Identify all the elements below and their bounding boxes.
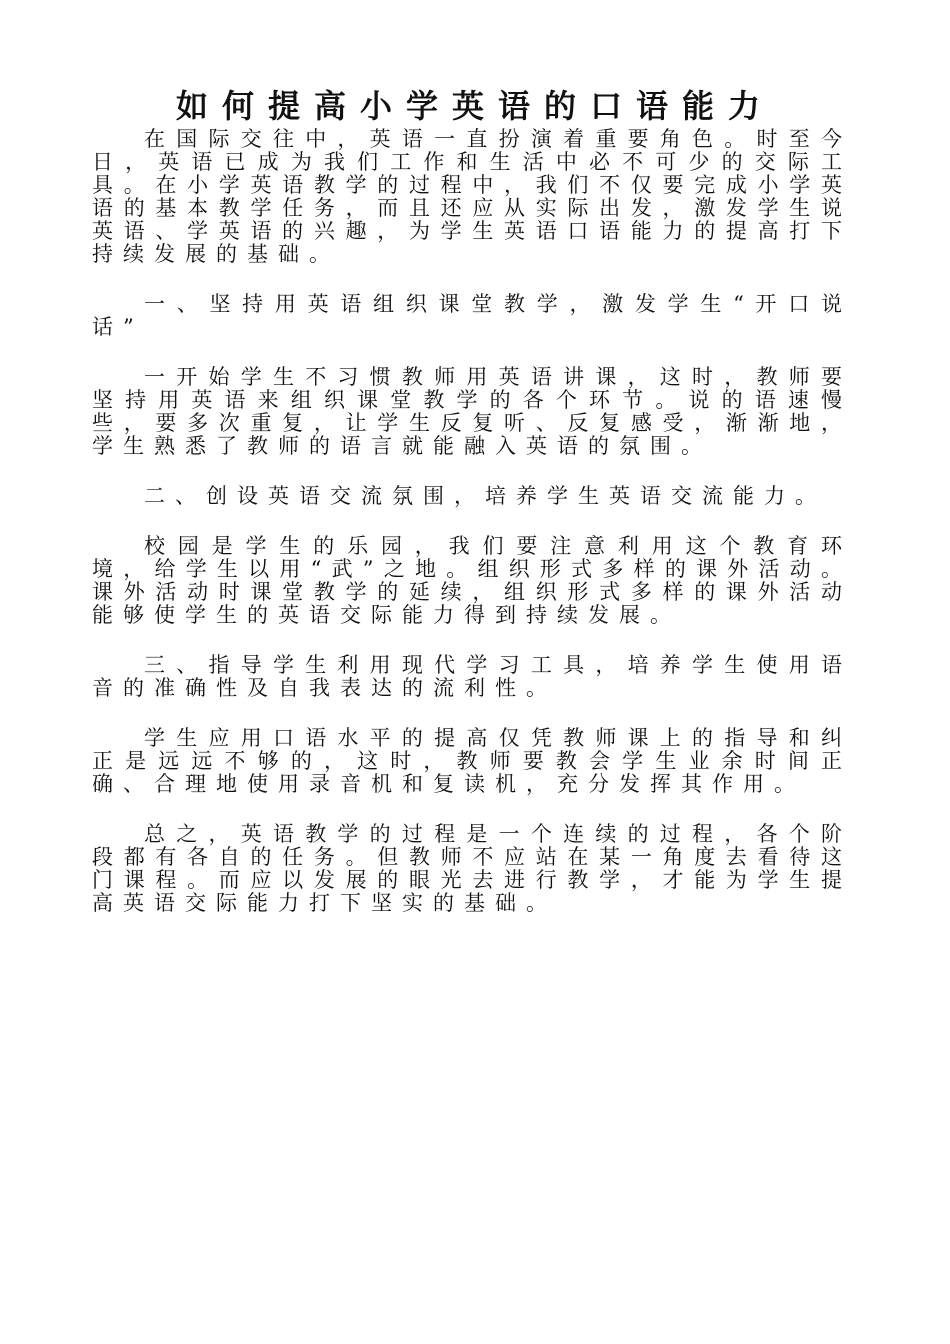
paragraph-section-1: 一开始学生不习惯教师用英语讲课，这时，教师要坚持用英语来组织课堂教学的各个环节。说的语速慢些，要多次重复，让学生反复听、反复感受，渐渐地，学生熟悉了教师的语言就能融入英语的氛围。 [92, 365, 852, 458]
paragraph-section-3: 学生应用口语水平的提高仅凭教师课上的指导和纠正是远远不够的，这时，教师要教会学生业余时间正确、合理地使用录音机和复读机，充分发挥其作用。 [92, 726, 852, 796]
paragraph-section-2: 校园是学生的乐园，我们要注意利用这个教育环境，给学生以用“武”之地。组织形式多样的课外活动。课外活动时课堂教学的延续，组织形式多样的课外活动能够使学生的英语交际能力得到持续发展。 [92, 534, 852, 627]
section-heading-3: 三、指导学生利用现代学习工具，培养学生使用语音的准确性及自我表达的流利性。 [92, 653, 852, 700]
document-title: 如何提高小学英语的口语能力 [175, 87, 774, 125]
document-body [92, 128, 852, 915]
section-heading-1: 一、坚持用英语组织课堂教学，激发学生“开口说话” [92, 292, 852, 339]
section-heading-2: 二、创设英语交流氛围，培养学生英语交流能力。 [144, 484, 826, 508]
paragraph-conclusion: 总之，英语教学的过程是一个连续的过程，各个阶段都有各自的任务。但教师不应站在某一角度去看待这门课程。而应以发展的眼光去进行教学，才能为学生提高英语交际能力打下坚实的基础。 [92, 822, 852, 915]
paragraph-intro: 在国际交往中，英语一直扮演着重要角色。时至今日，英语已成为我们工作和生活中必不可少的交际工具。在小学英语教学的过程中，我们不仅要完成小学英语的基本教学任务，而且还应从实际出发，激发学生说英语、学英语的兴趣，为学生英语口语能力的提高打下持续发展的基础。 [92, 127, 852, 266]
